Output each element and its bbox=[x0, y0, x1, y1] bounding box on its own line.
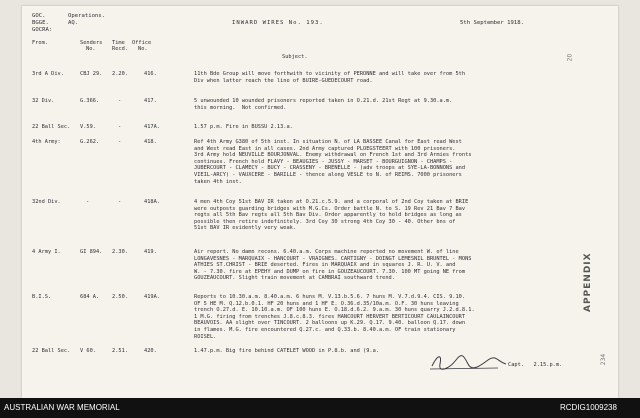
row-office: 419. bbox=[144, 249, 157, 255]
row-time: - bbox=[118, 139, 122, 145]
row-text: 1.57 p.m. Fire in BUSSU 2.13.a. bbox=[194, 124, 293, 130]
archive-name: AUSTRALIAN WAR MEMORIAL bbox=[4, 403, 120, 412]
row-time: - bbox=[118, 199, 122, 205]
row-senders: 684 A. bbox=[80, 294, 100, 300]
appendix-stamp: APPENDIX bbox=[583, 252, 593, 312]
column-time: Time bbox=[112, 40, 125, 46]
row-from: 22 Ball Sec. bbox=[32, 348, 71, 354]
header-gocra: GOCRA: bbox=[32, 27, 53, 33]
appendix-number: 234 bbox=[600, 353, 608, 366]
document-date: 5th September 1918. bbox=[460, 20, 524, 26]
column-subject: Subject. bbox=[282, 54, 308, 60]
row-senders: V.59. bbox=[80, 124, 96, 130]
handwritten-signature bbox=[428, 350, 508, 372]
column-office-no: No. bbox=[138, 46, 148, 52]
column-senders: Senders bbox=[80, 40, 103, 46]
row-office: 417. bbox=[144, 98, 157, 104]
row-time: 2.51. bbox=[112, 348, 128, 354]
row-text: 1.47.p.m. Big fire behind CATELET WOOD in P.8.b. and (9.a. bbox=[194, 348, 379, 354]
row-senders: - bbox=[86, 199, 90, 205]
handwritten-page-mark: 20 bbox=[566, 53, 574, 62]
header-operations: Operations. bbox=[68, 13, 106, 19]
row-senders: CBJ 29. bbox=[80, 71, 103, 77]
row-office: 420. bbox=[144, 348, 157, 354]
column-office: Office bbox=[132, 40, 152, 46]
row-office: 419A. bbox=[144, 294, 160, 300]
row-from: 4 Army I. bbox=[32, 249, 61, 255]
row-from: 3rd A Div. bbox=[32, 71, 64, 77]
signature-footer: Capt. 2.15.p.m. bbox=[508, 362, 563, 368]
header-aq: AQ. bbox=[68, 20, 79, 26]
row-office: 416. bbox=[144, 71, 157, 77]
row-time: 2.30. bbox=[112, 249, 128, 255]
row-time: 2.50. bbox=[112, 294, 128, 300]
row-office: 418. bbox=[144, 139, 157, 145]
header-goc: GOC. bbox=[32, 13, 46, 19]
header-bgge: BGGE. bbox=[32, 20, 49, 26]
row-from: 32 Div. bbox=[32, 98, 55, 104]
row-time: - bbox=[118, 124, 122, 130]
row-text: 5 unwounded 10 wounded prisoners reported taken in O.21.d. 21st Regt at 9.30.a.m. this morning. Not confirmed. bbox=[194, 98, 453, 111]
row-text: 4 men 4th Coy 51st BAV IR taken at O.21.c.5.9. and a corporal of 2nd Coy taken at BRIE were outposts guarding bridges with M.G.Cs. Order battle N. to S. 19 Rev 21 Bav 7 Bav regts all 5th Bav regts all 5th Bav Div. Order apparently to hold bridges as long as possible then retire indefinitely. 3rd Coy 30 strong 4th Coy 30 - 40. Other bns of 51st BAV IR evidently very weak. bbox=[194, 199, 469, 232]
row-senders: G.262. bbox=[80, 139, 100, 145]
row-text: Air report. No damn recons. 6.40.a.m. Corps machine reported no movement W. of line LONGAVESNES - MARQUAIX - HANCOURT - VRAIGNES. CARTIGNY - DOINGT LEMESNIL BRUNTEL - MONS ATHIES ST.CHRIST - BRIE deserted. Fires in MARQUAIX and in squares J. R. U. V. and W. - 7.30. fire at EPEHY and DUMP on fire in GOUZEAUCOURT. 7.30. 100 MT going NE from GOUZEAUCOURT. Slight train movement at CAMBRAI southward trend. bbox=[194, 249, 472, 282]
row-time: - bbox=[118, 98, 122, 104]
column-senders-no: No. bbox=[86, 46, 96, 52]
row-office: 418A. bbox=[144, 199, 160, 205]
column-from: From. bbox=[32, 40, 48, 46]
row-from: 32nd Div. bbox=[32, 199, 61, 205]
row-senders: G.366. bbox=[80, 98, 100, 104]
row-office: 417A. bbox=[144, 124, 160, 130]
row-text: Ref 4th Army G380 of 5th inst. In situation N. of LA BASSEE Canal for East read West and West read East in all cases. 2nd Army captured PLOEGSTEERT with 100 prisoners. 3rd Army hold NEUVILLE BOURJONVAL. Enemy withdrawal on French 1st and 3rd Armies fronts continues. French hold FLAVY - BEAUGIES - JUSSY - MARSET - BOURGUIGNON - CHAMPS - JUBERCOURT - CLAMECY - BUCY - CRASSENY - BRENELLE - (adv troops at SYE-LA-BONNONS and VIEIL-ARCY) - VAUXCERE - BARILLE - thence along VESLE to N. of REIMS. 7000 prisoners taken 4th inst. bbox=[194, 139, 472, 185]
row-from: B.I.S. bbox=[32, 294, 52, 300]
row-senders: V 60. bbox=[80, 348, 96, 354]
row-from: 4th Army: bbox=[32, 139, 61, 145]
row-senders: GI 894. bbox=[80, 249, 103, 255]
row-time: 2.20. bbox=[112, 71, 128, 77]
row-from: 22 Ball Sec. bbox=[32, 124, 71, 130]
document-title: INWARD WIRES No. 193. bbox=[232, 20, 324, 26]
archive-reference: RCDIG1009238 bbox=[560, 403, 617, 412]
row-text: 11th Bde Group will move forthwith to vicinity of PERONNE and will take over from 5th Div when latter reach the line of BUIRE-GUEDECOURT road. bbox=[194, 71, 466, 84]
row-text: Reports to 10.30.a.m. 8.40.a.m. 6 huns M. V.13.b.5.6. 7 huns M. V.7.d.9.4. CIS. 9.10. OF 5 HE M. Q.12.b.0.1. HF 20 huns and 1 HF E. O.36.d.35/10a.m. O.F. 30 huns leaving trench O.27.d. E. 10.10.a.m. OF 100 huns E. O.18.d.6.2. 9.a.m. 30 huns quarry J.2.d.8.1. 1 M.G. firing from trenches J.8.c.8.3. fires HANCOURT HERVERT BERTICOURT CAULAINCOURT BEAUVOIS. AA slight over TINCOURT. 2 balloons up K.29. Q.17. 9.40. balloon Q.17. down in flames. M.G. fire encountered Q.27.c. and Q.33.b. 8.40.a.m. OF train stationary ROISEL. bbox=[194, 294, 475, 340]
column-recd: Recd. bbox=[112, 46, 128, 52]
